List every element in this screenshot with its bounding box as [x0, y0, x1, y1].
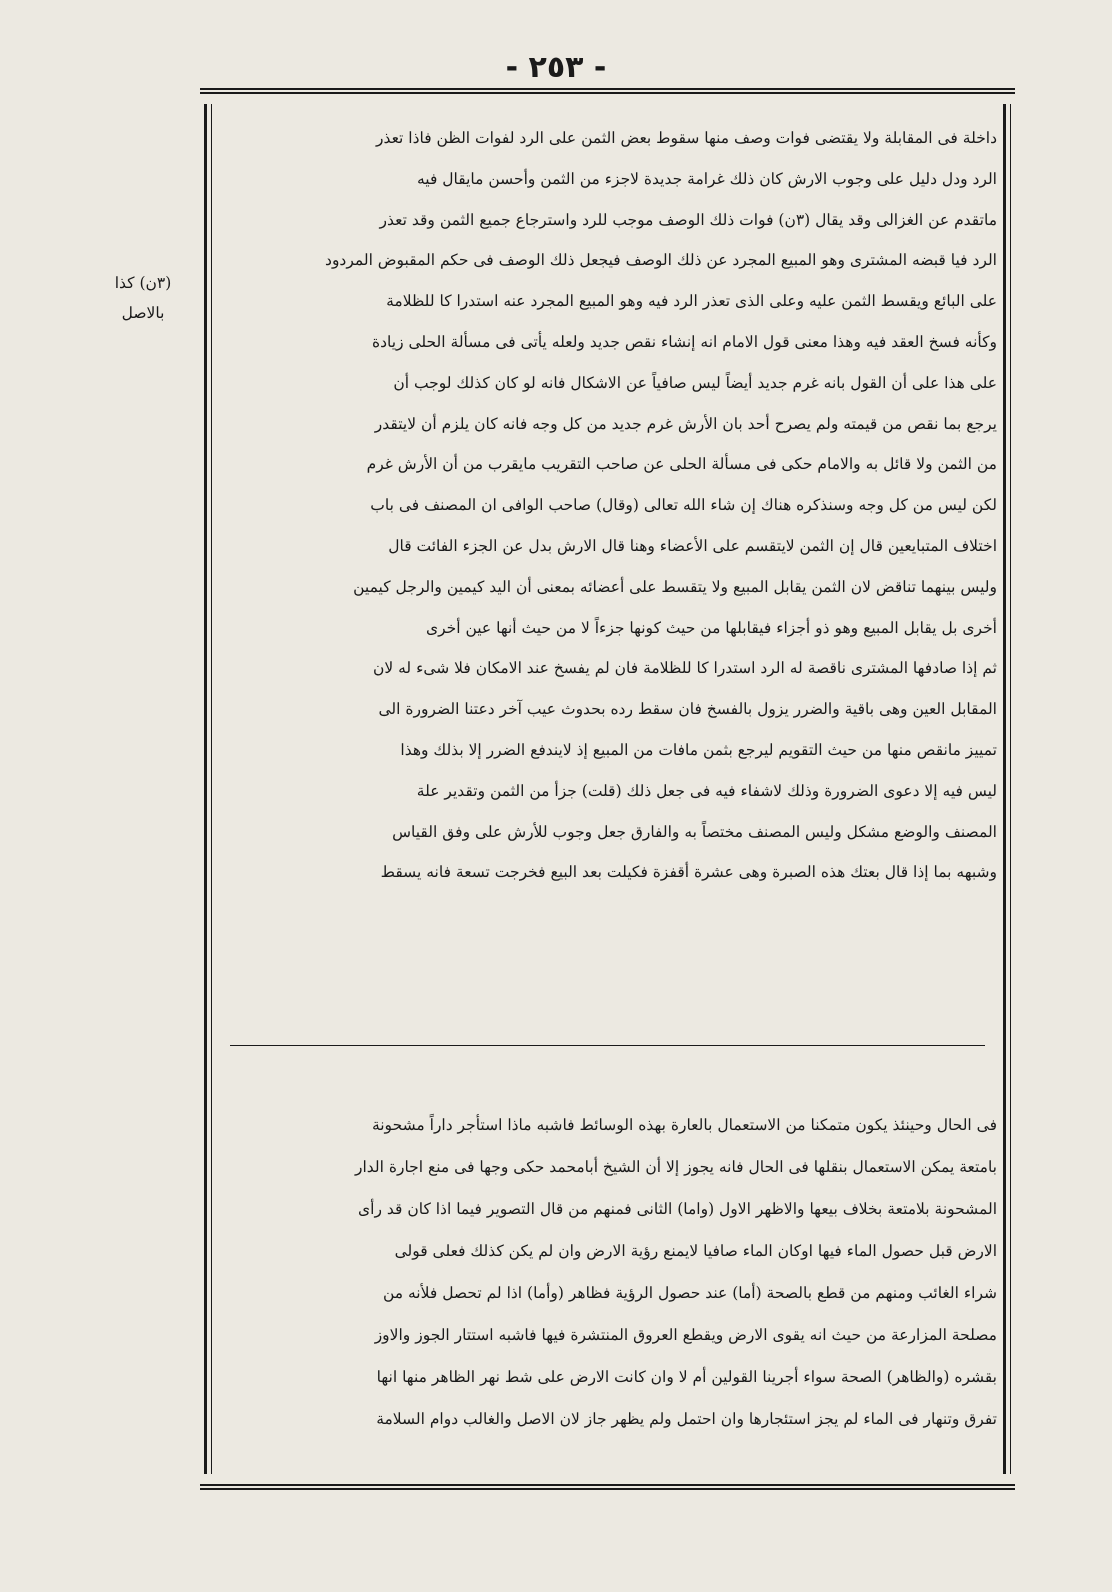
text-line: تفرق وتنهار فى الماء لم يجز استئجارها وان احتمل ولم يظهر جاز لان الاصل والغالب دوام السلامة	[376, 1410, 997, 1428]
text-line: ثم إذا صادفها المشترى ناقصة له الرد استدرا كا للظلامة فان لم يفسخ عند الامكان فلا شىء له لان	[372, 659, 997, 678]
text-line: المقابل العين وهى باقية والضرر يزول بالفسخ فان سقط رده بحدوث عيب آخر دعتنا الضرورة الى	[378, 700, 997, 719]
text-line: ماتقدم عن الغزالى وقد يقال (٣ن) فوات ذلك الوصف موجب للرد واسترجاع جميع الثمن وقد تعذر	[379, 210, 997, 229]
text-line: داخلة فى المقابلة ولا يقتضى فوات وصف منها سقوط بعض الثمن على الرد لفوات الظن فاذا تعذر	[375, 129, 997, 147]
main-text-block	[218, 118, 997, 893]
margin-note-line: بالاصل	[121, 304, 165, 322]
footnote-text-block	[218, 1104, 997, 1440]
text-line: تمييز مانقص منها من حيث التقويم ليرجع بثمن مافات من المبيع إذ لايندفع الضرر إلا بذلك وهذا	[400, 740, 997, 759]
text-line: المصنف والوضع مشكل وليس المصنف مختصاً به والفارق جعل وجوب للأرش على وفق القياس	[392, 822, 997, 841]
text-line: فى الحال وحينئذ يكون متمكنا من الاستعمال بالعارة بهذه الوسائط فاشبه ماذا استأجر داراً مشحونة	[371, 1116, 997, 1134]
text-line: الرد فيا قبضه المشترى وهو المبيع المجرد عن ذلك الوصف فيجعل ذلك الوصف فى حكم المقبوض المردود	[325, 251, 997, 270]
section-divider	[230, 1045, 985, 1046]
text-line: الارض قبل حصول الماء فيها اوكان الماء صافيا لايمنع رؤية الارض وان لم يكن كذلك فعلى قولى	[394, 1242, 997, 1260]
text-line: ليس فيه إلا دعوى الضرورة وذلك لاشفاء فيه فى جعل ذلك (قلت) جزأ من الثمن وتقدير علة	[416, 781, 997, 800]
margin-note-line: (٣ن) كذا	[114, 274, 172, 292]
text-line: لكن ليس من كل وجه وسنذكره هناك إن شاء الله تعالى (وقال) صاحب الوافى ان المصنف فى باب	[370, 496, 997, 515]
text-line: على هذا على أن القول بانه غرم جديد أيضاً ليس صافياً عن الاشكال فانه لو كان كذلك لوجب أن	[393, 373, 997, 392]
text-line: من الثمن ولا قائل به والامام حكى فى مسألة الحلى عن صاحب التقريب مايقرب من أن الأرش غرم	[366, 455, 997, 474]
text-line: يرجع بما نقص من قيمته ولم يصرح أحد بان الأرش غرم جديد من كل وجه فانه كان يلزم أن لايتقدر	[374, 414, 997, 433]
text-line: مصلحة المزارعة من حيث انه يقوى الارض ويقطع العروق المنتشرة فيها فاشبه استتار الجوز والاوز	[374, 1326, 997, 1344]
text-line: وكأنه فسخ العقد فيه وهذا معنى قول الامام انه إنشاء نقص جديد ولعله يأتى فى مسألة الحلى زيادة	[372, 332, 997, 351]
text-line: شراء الغائب ومنهم من قطع بالصحة (أما) عند حصول الرؤية فظاهر (وأما) اذا لم تحصل فلأنه من	[382, 1284, 997, 1302]
page-number: - ٢٥٣ -	[505, 50, 607, 85]
text-line: بقشره (والظاهر) الصحة سواء أجرينا القولين أم لا وان كانت الارض على شط نهر الظاهر منها انها	[376, 1368, 997, 1386]
text-line: وشبهه بما إذا قال بعتك هذه الصبرة وهى عشرة أقفزة فكيلت بعد البيع فخرجت تسعة فانه يسقط	[380, 863, 997, 882]
text-line: بامتعة يمكن الاستعمال بنقلها فى الحال فانه يجوز إلا أن الشيخ أبامحمد حكى وجها فى منع اجارة الدار	[354, 1158, 997, 1176]
page-frame	[200, 88, 1015, 1490]
text-line: على البائع ويقسط الثمن عليه وعلى الذى تعذر الرد فيه وهو المبيع المجرد عنه استدرا كا للظلامة	[386, 292, 997, 311]
text-line: الرد ودل دليل على وجوب الارش كان ذلك غرامة جديدة لاجزء من الثمن وأحسن مايقال فيه	[416, 169, 997, 188]
text-line: وليس بينهما تناقض لان الثمن يقابل المبيع ولا يتقسط على أعضائه بمعنى أن اليد كيمين والرجل كيمين	[353, 577, 997, 596]
margin-note	[88, 268, 198, 328]
frame-rule-right	[1003, 104, 1011, 1474]
frame-rule-left	[204, 104, 212, 1474]
text-line: أخرى بل يقابل المبيع وهو ذو أجزاء فيقابلها من حيث كونها جزءاً لا من حيث أنها عين أخرى	[425, 618, 997, 637]
text-line: اختلاف المتبايعين قال إن الثمن لايتقسم على الأعضاء وهنا قال الارش بدل عن الجزء الفائت قال	[388, 536, 997, 555]
text-line: المشحونة بلامتعة بخلاف بيعها والاظهر الاول (واما) الثانى فمنهم من قال التصوير فيما اذا كان قد رأى	[358, 1200, 997, 1218]
